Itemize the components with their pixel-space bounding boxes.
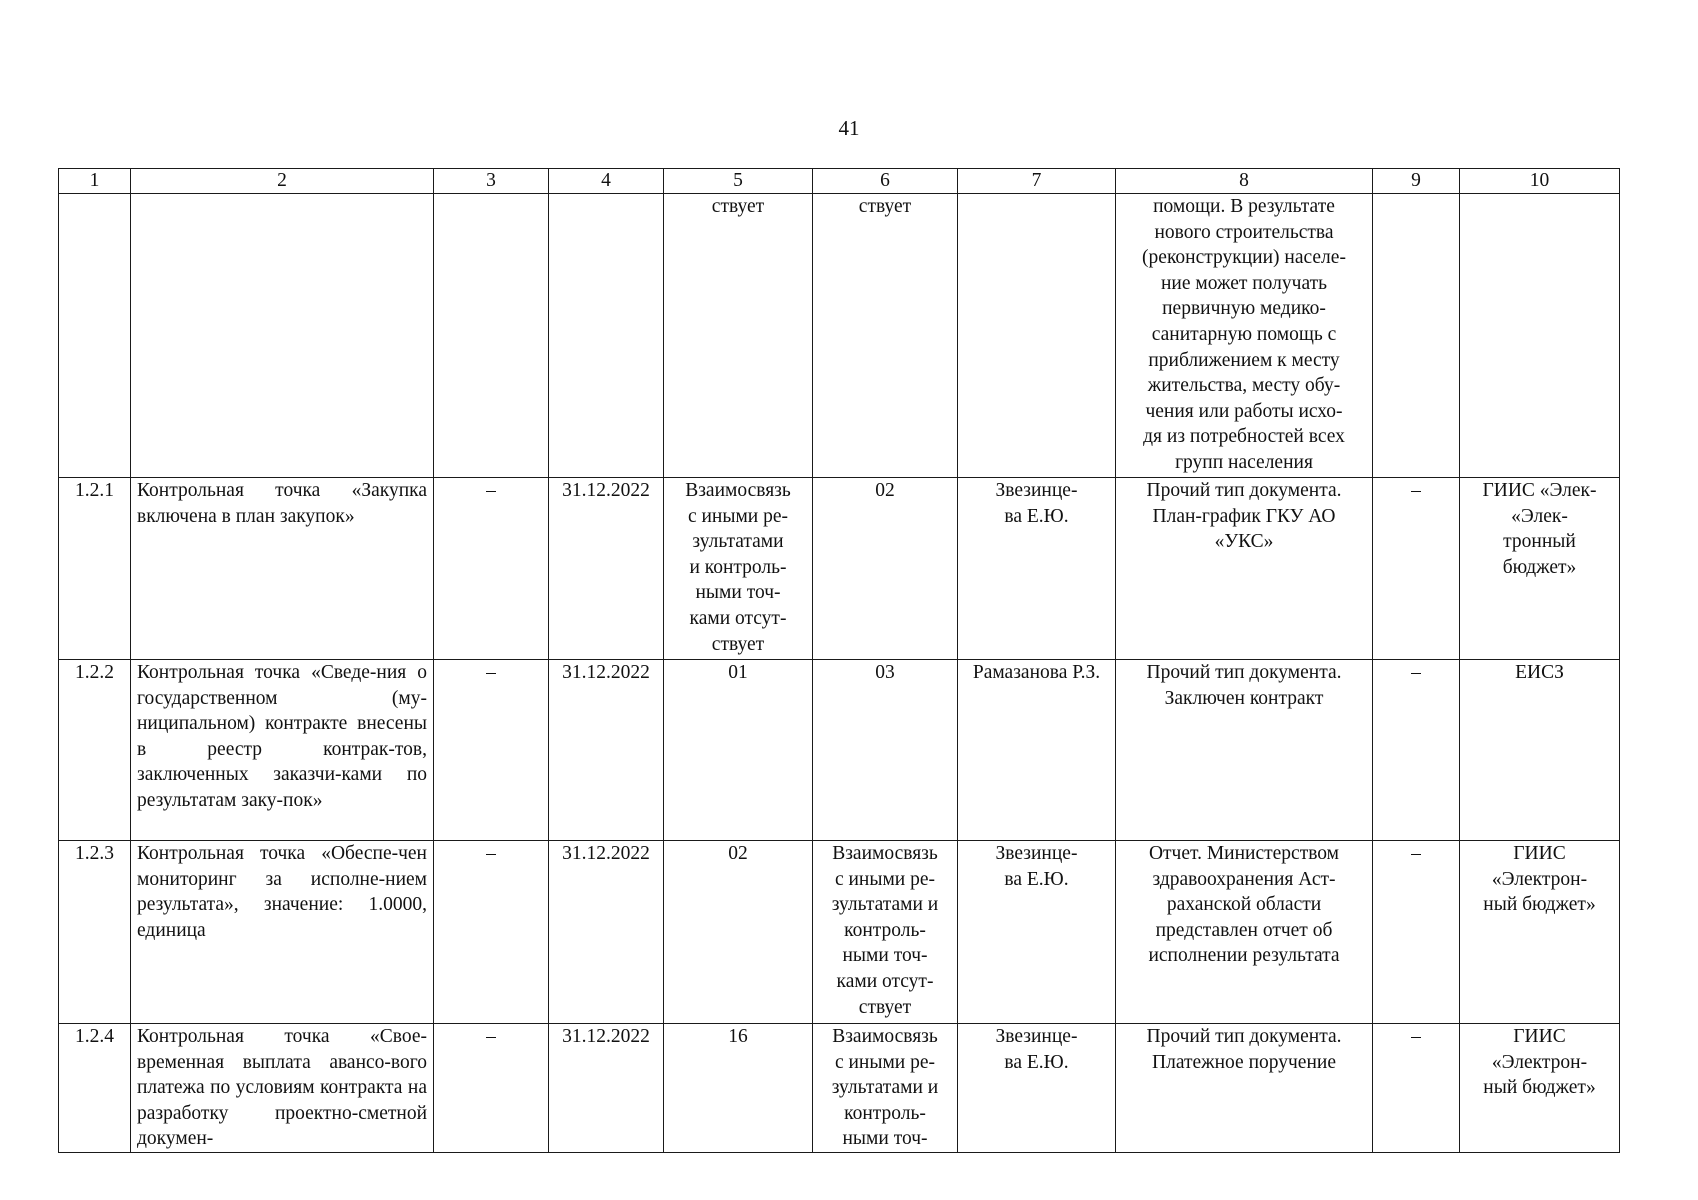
control-point-name-cell: Контрольная точка «Обеспе-чен мониторинг за исполне-нием результата», значение: 1.0000, единица (131, 841, 434, 1024)
column-3-cell: – (434, 478, 549, 660)
column-5-cell: 01 (664, 660, 813, 841)
column-6-cell: Взаимосвязь с иными ре- зультатами и контроль- ными точ- (813, 1024, 958, 1153)
column-header: 5 (664, 169, 813, 194)
column-header: 3 (434, 169, 549, 194)
responsible-cell: Звезинце- ва Е.Ю. (958, 841, 1116, 1024)
date-cell (549, 194, 664, 478)
column-header: 4 (549, 169, 664, 194)
control-point-name-cell: Контрольная точка «Свое-временная выплата авансо-вого платежа по условиям контракта на разработку проектно-сметной докумен- (131, 1024, 434, 1153)
column-5-cell: ствует (664, 194, 813, 478)
responsible-cell: Звезинце- ва Е.Ю. (958, 1024, 1116, 1153)
document-cell: Отчет. Министерством здравоохранения Аст- раханской области представлен отчет об исполнении результата (1116, 841, 1373, 1024)
column-header: 2 (131, 169, 434, 194)
date-cell: 31.12.2022 (549, 478, 664, 660)
row-number-cell: 1.2.2 (59, 660, 131, 841)
column-header: 10 (1460, 169, 1620, 194)
information-system-cell (1460, 194, 1620, 478)
information-system-cell: ЕИСЗ (1460, 660, 1620, 841)
column-6-cell: 03 (813, 660, 958, 841)
control-points-table (58, 168, 1620, 1153)
row-number-cell: 1.2.3 (59, 841, 131, 1024)
column-9-cell: – (1373, 660, 1460, 841)
date-cell: 31.12.2022 (549, 1024, 664, 1153)
information-system-cell: ГИИС «Электрон- ный бюджет» (1460, 1024, 1620, 1153)
information-system-cell: ГИИС «Электрон- ный бюджет» (1460, 841, 1620, 1024)
table-row (59, 841, 1620, 1024)
table-row (59, 194, 1620, 478)
document-cell: Прочий тип документа. Заключен контракт (1116, 660, 1373, 841)
document-cell: Прочий тип документа. Платежное поручение (1116, 1024, 1373, 1153)
column-header: 7 (958, 169, 1116, 194)
column-6-cell: Взаимосвязь с иными ре- зультатами и контроль- ными точ- ками отсут- ствует (813, 841, 958, 1024)
table-row (59, 660, 1620, 841)
column-3-cell: – (434, 841, 549, 1024)
page-number: 41 (838, 116, 860, 140)
date-cell: 31.12.2022 (549, 841, 664, 1024)
document-cell: помощи. В результате нового строительства (реконструкции) населе- ние может получать первичную медико- санитарную помощь с приближением к месту жительства, месту обу- чения или работы исхо- дя из потребностей всех групп населения (1116, 194, 1373, 478)
column-header: 8 (1116, 169, 1373, 194)
column-5-cell: 02 (664, 841, 813, 1024)
column-6-cell: ствует (813, 194, 958, 478)
row-number-cell (59, 194, 131, 478)
document-cell: Прочий тип документа. План-график ГКУ АО «УКС» (1116, 478, 1373, 660)
control-point-name-cell: Контрольная точка «Сведе-ния о государственном (му-ниципальном) контракте внесены в реестр контрак-тов, заключенных заказчи-ками по результатам заку-пок» (131, 660, 434, 841)
column-9-cell: – (1373, 478, 1460, 660)
responsible-cell (958, 194, 1116, 478)
date-cell: 31.12.2022 (549, 660, 664, 841)
column-9-cell: – (1373, 1024, 1460, 1153)
column-6-cell: 02 (813, 478, 958, 660)
information-system-cell: ГИИС «Элек- «Элек- тронный бюджет» (1460, 478, 1620, 660)
column-3-cell: – (434, 660, 549, 841)
column-header: 9 (1373, 169, 1460, 194)
row-number-cell: 1.2.1 (59, 478, 131, 660)
column-9-cell (1373, 194, 1460, 478)
control-point-name-cell: Контрольная точка «Закупка включена в план закупок» (131, 478, 434, 660)
column-header: 6 (813, 169, 958, 194)
column-5-cell: 16 (664, 1024, 813, 1153)
column-header: 1 (59, 169, 131, 194)
column-9-cell: – (1373, 841, 1460, 1024)
column-number-header-row (59, 169, 1620, 194)
table-row (59, 1024, 1620, 1153)
responsible-cell: Звезинце- ва Е.Ю. (958, 478, 1116, 660)
responsible-cell: Рамазанова Р.З. (958, 660, 1116, 841)
control-point-name-cell (131, 194, 434, 478)
table-row (59, 478, 1620, 660)
column-3-cell: – (434, 1024, 549, 1153)
column-3-cell (434, 194, 549, 478)
row-number-cell: 1.2.4 (59, 1024, 131, 1153)
column-5-cell: Взаимосвязь с иными ре- зультатами и контроль- ными точ- ками отсут- ствует (664, 478, 813, 660)
